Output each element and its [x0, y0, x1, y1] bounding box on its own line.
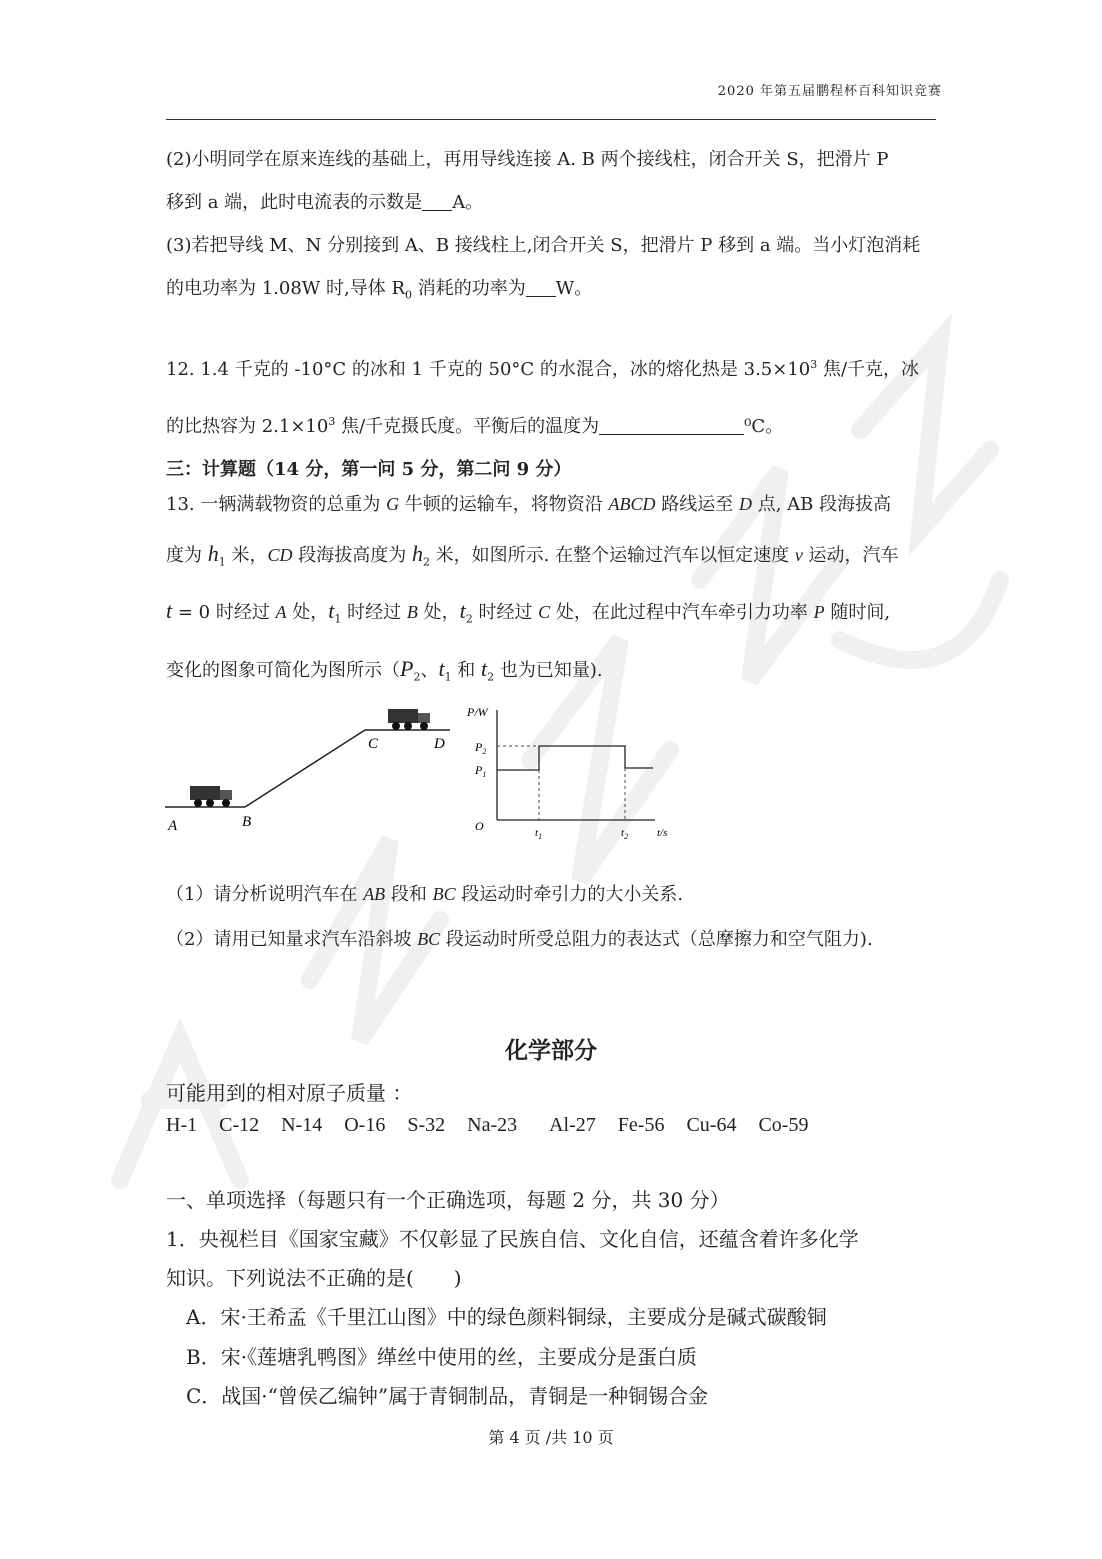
chem-section1-title: 一、单项选择（每题只有一个正确选项，每题 2 分，共 30 分）	[166, 1188, 730, 1212]
var-t: t	[459, 598, 466, 623]
var-AB: AB	[363, 884, 386, 904]
chemistry-section-title: 化学部分	[505, 1037, 597, 1064]
chem-q1-option-b: B．宋·《莲塘乳鸭图》缂丝中使用的丝，主要成分是蛋白质	[186, 1345, 698, 1369]
text: 点, AB 段海拔高	[751, 494, 892, 515]
road-figure	[160, 700, 460, 840]
chem-q1-option-c: C．战国·“曾侯乙编钟”属于青铜制品，青铜是一种铜锡合金	[186, 1384, 709, 1408]
q13-line1	[166, 490, 891, 516]
superscript: 3	[328, 415, 336, 428]
text: 处，	[286, 602, 329, 623]
text: 和	[451, 660, 482, 681]
var-t: t	[438, 656, 445, 681]
subscript: 2	[487, 670, 495, 684]
q12-line1	[166, 355, 919, 381]
power-time-graph	[465, 702, 680, 842]
q13-line3	[166, 598, 890, 626]
var-CD: CD	[267, 545, 293, 565]
mass-item: S-32	[407, 1114, 446, 1136]
var-t: t	[481, 656, 488, 681]
text: 焦/千克，冰	[817, 359, 920, 380]
p2-symbol: P	[475, 740, 483, 754]
text: 消耗的功率为	[417, 278, 526, 299]
var-D: D	[738, 494, 752, 514]
subscript: 1	[334, 612, 342, 626]
t1-symbol: t	[535, 827, 539, 839]
var-P: P	[813, 602, 825, 622]
atomic-mass-list	[166, 1114, 830, 1137]
text: 12. 1.4 千克的 -10°C 的冰和 1 千克的 50°C 的水混合，冰的熔化热是 3.5×10	[166, 359, 811, 380]
text: 移到 a 端，此时电流表的示数是	[166, 192, 423, 213]
q13-subquestion-1	[166, 880, 683, 906]
text: 段运动时牵引力的大小关系.	[455, 884, 684, 905]
text: 变化的图象可简化为图所示（	[166, 660, 400, 681]
p1-label	[474, 763, 486, 779]
text: ⁰C。	[744, 416, 784, 437]
page-header: 2020 年第五届鹏程杯百科知识竞赛	[717, 84, 942, 99]
var-ABCD: ABCD	[608, 494, 656, 514]
text: 焦/千克摄氏度。平衡后的温度为	[335, 416, 600, 437]
chem-q1-line2: 知识。下列说法不正确的是( )	[166, 1266, 462, 1290]
text: 时经过	[341, 602, 407, 623]
text: 段和	[385, 884, 433, 905]
text: 路线运至	[655, 494, 739, 515]
superscript: 3	[810, 358, 818, 371]
page-footer: 第 4 页 /共 10 页	[488, 1428, 614, 1447]
label-A: A	[168, 818, 178, 834]
text: 牛顿的运输车，将物资沿	[399, 494, 609, 515]
q11-part3-line2	[166, 274, 592, 302]
label-D: D	[434, 736, 445, 752]
label-C: C	[368, 736, 379, 752]
answer-blank	[526, 278, 556, 297]
var-P: P	[400, 656, 414, 681]
x-axis-label: t/s	[657, 827, 668, 839]
subscript: 2	[422, 555, 430, 569]
subscript: 1	[218, 555, 226, 569]
truck-lower-icon	[190, 786, 232, 807]
answer-blank	[599, 416, 744, 435]
text: 、	[420, 660, 439, 681]
text: 段海拔高度为	[292, 545, 412, 566]
var-h: h	[411, 541, 423, 566]
q13-subquestion-2	[166, 925, 873, 951]
var-A: A	[275, 602, 287, 622]
subscript: 2	[465, 612, 473, 626]
q11-part2-line1: (2)小明同学在原来连线的基础上，再用导线连接 A. B 两个接线柱，闭合开关 S，把滑片 P	[166, 149, 889, 170]
chem-q1-line1: 1．央视栏目《国家宝藏》不仅彰显了民族自信、文化自信，还蕴含着许多化学	[166, 1227, 859, 1251]
text: 运动，汽车	[802, 545, 899, 566]
text: 米，	[225, 545, 268, 566]
text: 13. 一辆满载物资的总重为	[166, 494, 387, 515]
text: 度为	[166, 545, 208, 566]
var-t: t	[328, 598, 335, 623]
q11-part3-line1: (3)若把导线 M、N 分别接到 A、B 接线柱上,闭合开关 S，把滑片 P 移到 a 端。当小灯泡消耗	[166, 235, 921, 256]
var-C: C	[538, 602, 551, 622]
mass-item: C-12	[219, 1114, 260, 1136]
p1-symbol: P	[475, 763, 483, 777]
var-B: B	[406, 602, 418, 622]
p2-label	[474, 740, 486, 756]
var-h: h	[207, 541, 219, 566]
text: 的电功率为 1.08W 时,导体 R	[166, 278, 406, 299]
q13-line2	[166, 541, 899, 569]
text: 随时间,	[824, 602, 891, 623]
section3-title: 三：计算题（14 分，第一问 5 分，第二问 9 分）	[166, 459, 572, 480]
truck-upper-icon	[388, 709, 430, 730]
mass-item: H-1	[166, 1114, 198, 1136]
y-axis-label: P/W	[467, 705, 488, 719]
p2-subscript: 2	[482, 747, 487, 756]
text: 段运动时所受总阻力的表达式（总摩擦力和空气阻力).	[440, 929, 873, 950]
var-t: t	[166, 598, 173, 623]
t1-label	[535, 827, 542, 841]
answer-blank	[422, 192, 452, 211]
chem-q1-option-a: A．宋·王希孟《千里江山图》中的绿色颜料铜绿，主要成分是碱式碳酸铜	[186, 1305, 827, 1329]
q12-line2	[166, 412, 783, 438]
text: A。	[452, 192, 484, 213]
t2-label	[621, 827, 628, 841]
subscript: 1	[444, 670, 452, 684]
subscript: 0	[405, 288, 413, 302]
road-slope-bc	[245, 730, 365, 807]
text: 米，如图所示. 在整个运输过汽车以恒定速度	[429, 545, 795, 566]
mass-item: Cu-64	[686, 1114, 737, 1136]
q11-part2-line2	[166, 188, 483, 214]
origin-label: O	[475, 819, 484, 833]
var-v: v	[794, 545, 803, 565]
text: 时经过	[472, 602, 539, 623]
t1-subscript: 1	[538, 832, 543, 841]
mass-item: Na-23	[467, 1114, 518, 1136]
subscript: 2	[413, 670, 421, 684]
text: = 0 时经过	[172, 602, 276, 623]
power-curve	[497, 746, 653, 770]
q13-line4	[166, 656, 603, 684]
label-B: B	[242, 814, 252, 830]
text: （2）请用已知量求汽车沿斜坡	[166, 929, 418, 950]
text: 处，	[417, 602, 460, 623]
var-BC: BC	[432, 884, 456, 904]
text: （1）请分析说明汽车在	[166, 884, 364, 905]
t2-symbol: t	[621, 827, 625, 839]
mass-item: Fe-56	[617, 1114, 665, 1136]
header-rule	[166, 119, 936, 120]
atomic-mass-label: 可能用到的相对原子质量 ：	[166, 1081, 413, 1105]
mass-item: O-16	[344, 1114, 386, 1136]
mass-item: N-14	[281, 1114, 323, 1136]
var-BC: BC	[417, 929, 441, 949]
p1-subscript: 1	[482, 770, 487, 779]
mass-item: Al-27	[549, 1114, 596, 1136]
mass-item: Co-59	[758, 1114, 809, 1136]
var-G: G	[386, 494, 400, 514]
text: 也为已知量).	[494, 660, 603, 681]
text: W。	[555, 278, 593, 299]
text: 的比热容为 2.1×10	[166, 416, 329, 437]
t2-subscript: 2	[624, 832, 629, 841]
text: 处，在此过程中汽车牵引力功率	[550, 602, 814, 623]
